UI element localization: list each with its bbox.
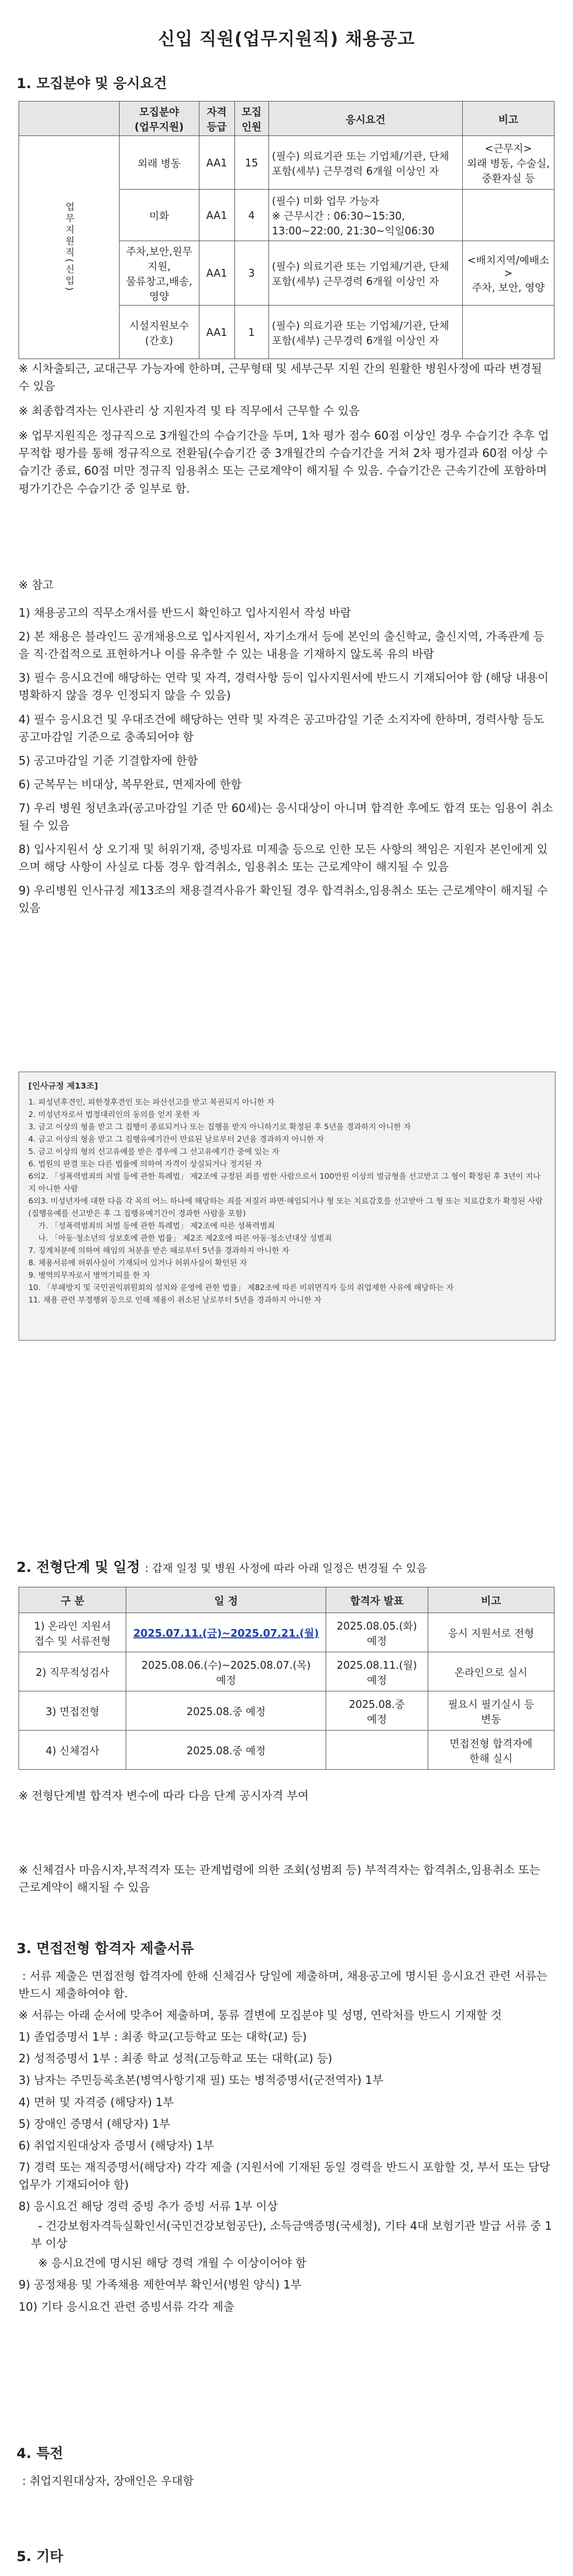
section-1-notes bbox=[19, 361, 554, 498]
hr-regulation-box bbox=[19, 1072, 555, 1341]
stage-cell: 2) 직무적성검사 bbox=[19, 1652, 126, 1691]
th-stage: 구 분 bbox=[19, 1587, 126, 1613]
row-note: <근무지> 외래 병동, 수술실, 중환자실 등 bbox=[462, 136, 554, 190]
remark-cell: 응시 지원서로 전형 bbox=[428, 1613, 554, 1652]
doc-line: 2) 성적증명서 1부 : 최종 학교 성적(고등학교 또는 대학(교) 등) bbox=[19, 2053, 332, 2066]
doc-line: 6) 취업지원대상자 증명서 (해당자) 1부 bbox=[19, 2139, 214, 2153]
section-2-notes bbox=[19, 1788, 554, 1897]
doc-line: 7) 경력 또는 재직증명서(해당자) 각각 제출 (지원서에 기재된 동일 경력을 반드시 포함할 것, 부서 또는 담당업무가 기재되어야 함) bbox=[19, 2161, 550, 2192]
section-4-body bbox=[19, 2473, 554, 2490]
row-grade: AA1 bbox=[199, 306, 234, 359]
row-count: 3 bbox=[234, 241, 268, 306]
row-requirement: (필수) 미화 업무 가능자 ※ 근무시간 : 06:30~15:30, 13:00~22:00, 21:30~익일06:30 bbox=[268, 190, 462, 241]
ref-heading: ※ 참고 bbox=[19, 579, 54, 592]
doc-line: ※ 서류는 아래 순서에 맞추어 제출하며, 통류 결변에 모집분야 및 성명, 연락처를 반드시 기재할 것 bbox=[19, 2009, 502, 2023]
row-requirement: (필수) 의료기관 또는 기업체/기관, 단체 포함(세부) 근무경력 6개월 이상인 자 bbox=[268, 241, 462, 306]
stage-cell: 4) 신체검사 bbox=[19, 1731, 126, 1770]
row-grade: AA1 bbox=[199, 190, 234, 241]
box-line: 5. 금고 이상의 형의 선고유예를 받은 경우에 그 선고유예기간 중에 있는 자 bbox=[28, 1146, 279, 1156]
box-line: 1. 피성년후견인, 피한정후견인 또는 파산선고를 받고 복권되지 아니한 자 bbox=[28, 1097, 275, 1107]
note-line: ※ 전형단계별 합격자 변수에 따라 다음 단계 공시자격 부여 bbox=[19, 1790, 309, 1803]
section-4-heading: 4. 특전 bbox=[16, 2446, 63, 2462]
remark-cell: 필요시 필기실시 등 변동 bbox=[428, 1691, 554, 1731]
doc-line: - 건강보험자격득실확인서(국민건강보험공단), 소득금액증명(국세청), 기타 4대 보험기관 발급 서류 중 1부 이상 bbox=[31, 2220, 552, 2251]
th-announce: 합격자 발표 bbox=[326, 1587, 428, 1613]
remark-cell: 온라인으로 실시 bbox=[428, 1652, 554, 1691]
box-line: 6의2. 「성폭력범죄의 처벌 등에 관한 특례법」 제2조에 규정된 죄를 범한 사람으로서 100만원 이상의 벌금형을 선고받고 그 형이 확정된 후 3년이 지나지 아니한 사람 bbox=[28, 1171, 541, 1193]
section-1-heading: 1. 모집분야 및 응시요건 bbox=[16, 76, 167, 92]
box-title: [인사규정 제13조] bbox=[28, 1081, 98, 1091]
doc-line: 3) 남자는 주민등록초본(병역사항기재 필) 또는 병적증명서(군전역자) 1부 bbox=[19, 2074, 383, 2088]
row-requirement: (필수) 의료기관 또는 기업체/기관, 단체 포함(세부) 근무경력 6개월 이상인 자 bbox=[268, 136, 462, 190]
box-line: 4. 금고 이상의 형을 받고 그 집행유예기간이 만료된 날로부터 2년을 경과하지 아니한 자 bbox=[28, 1134, 324, 1144]
row-count: 4 bbox=[234, 190, 268, 241]
row-count: 1 bbox=[234, 306, 268, 359]
ref-item: 1) 채용공고의 직무소개서를 반드시 확인하고 입사지원서 작성 바람 bbox=[19, 607, 351, 620]
doc-line: ※ 응시요건에 명시된 해당 경력 개월 수 이상이어야 함 bbox=[31, 2257, 307, 2270]
schedule-table bbox=[19, 1587, 554, 1770]
section-3-heading: 3. 면접전형 합격자 제출서류 bbox=[16, 1941, 194, 1957]
row-note: <배치지역/예배소> 주차, 보안, 영양 bbox=[462, 241, 554, 306]
doc-line: 10) 기타 응시요건 관련 증빙서류 각각 제출 bbox=[19, 2300, 234, 2314]
doc-line: 9) 공정채용 및 가족채용 제한여부 확인서(병원 양식) 1부 bbox=[19, 2279, 301, 2292]
box-line: 3. 금고 이상의 형을 받고 그 집행이 종료되거나 또는 집행을 받지 아니하기로 확정된 후 5년을 경과하지 아니한 자 bbox=[28, 1122, 411, 1131]
box-line: 6의3. 미성년자에 대한 다음 각 목의 어느 하나에 해당하는 죄를 저질러 파면·해임되거나 형 또는 치료감호를 선고받아 그 형 또는 치료감호가 확정된 사람(집행유예를 선고받은 후 그 집행유예기간이 경과한 사람을 포함) bbox=[28, 1196, 543, 1218]
schedule-cell-highlight: 2025.07.11.(금)~2025.07.21.(월) bbox=[126, 1613, 326, 1652]
ref-item: 4) 필수 응시요건 및 우대조건에 해당하는 연락 및 자격은 공고마감일 기준 소지자에 한하며, 경력사항 등도 공고마감일 기준으로 충족되어야 함 bbox=[19, 713, 548, 744]
box-line: 10. 「부패방지 및 국민권익위원회의 설치와 운영에 관한 법률」 제82조에 따른 비위면직자 등의 취업제한 사유에 해당하는 자 bbox=[28, 1282, 454, 1292]
ref-item: 7) 우리 병원 청년초과(공고마감일 기준 만 60세)는 응시대상이 아니며 합격한 후에도 합격 또는 임용이 취소될 수 있음 bbox=[19, 802, 553, 833]
section-2-heading bbox=[16, 1556, 427, 1576]
note-line: ※ 시차출퇴근, 교대근무 가능자에 한하며, 근무형태 및 세부근무 지원 간의 원활한 병원사정에 따라 변경될 수 있음 bbox=[19, 363, 546, 394]
announce-cell: 2025.08.11.(월) 예정 bbox=[326, 1652, 428, 1691]
th-count: 모집 인원 bbox=[234, 101, 268, 136]
schedule-cell: 2025.08.중 예정 bbox=[126, 1691, 326, 1731]
box-line: 9. 병역의무자로서 병역기피를 한 자 bbox=[28, 1270, 150, 1280]
schedule-cell: 2025.08.중 예정 bbox=[126, 1731, 326, 1770]
section-2-title: 2. 전형단계 및 일정 bbox=[16, 1560, 140, 1575]
section-3-body bbox=[19, 1968, 554, 2316]
box-line: 가. 「성폭력범죄의 처벌 등에 관한 특례법」 제2조에 따른 성폭력범죄 bbox=[28, 1221, 275, 1230]
box-line: 2. 미성년자로서 법정대리인의 동의를 얻지 못한 자 bbox=[28, 1109, 200, 1119]
th-schedule: 일 정 bbox=[126, 1587, 326, 1613]
row-grade: AA1 bbox=[199, 136, 234, 190]
row-note bbox=[462, 190, 554, 241]
page-title: 신입 직원(업무지원직) 채용공고 bbox=[158, 29, 415, 49]
doc-line: 1) 졸업증명서 1부 : 최종 학교(고등학교 또는 대학(교) 등) bbox=[19, 2031, 307, 2044]
row-field: 미화 bbox=[120, 190, 199, 241]
row-count: 15 bbox=[234, 136, 268, 190]
ref-item: 8) 입사지원서 상 오기재 및 허위기재, 증빙자료 미제출 등으로 인한 모든 사항의 책임은 지원자 본인에게 있으며 해당 사항이 사실로 다툼 경우 합격취소, 임용취소 또는 근로계약이 해지될 수 있음 bbox=[19, 843, 548, 874]
doc-line: 8) 응시요건 해당 경력 증빙 추가 증빙 서류 1부 이상 bbox=[19, 2200, 278, 2214]
ref-item: 2) 본 채용은 블라인드 공개채용으로 입사지원서, 자기소개서 등에 본인의 출신학교, 출신지역, 가족관계 등을 직·간접적으로 표현하거나 이를 유추할 수 있는 내용을 기재하지 않도록 유의 바람 bbox=[19, 631, 545, 662]
row-note bbox=[462, 306, 554, 359]
announce-cell: 2025.08.05.(화) 예정 bbox=[326, 1613, 428, 1652]
note-line: ※ 업무지원직은 정규직으로 3개월간의 수습기간을 두며, 1차 평가 점수 60점 이상인 경우 수습기간 추후 업무적합 평가를 통해 정규직으로 전환됨(수습기간 중 3개월간의 수습기간을 거쳐 2차 평가결과 60점 이상 수습기간 종료, 60점 미만 정규직 임용취소 또는 근로계약이 해지될 수 있음. 수습기간은 근속기간에 포함하며 평가기간은 수습기간 중 일부로 함. bbox=[19, 430, 551, 496]
row-field: 주차,보안,원무지원, 물류창고,배송,영양 bbox=[120, 241, 199, 306]
th-requirement: 응시요건 bbox=[268, 101, 462, 136]
schedule-cell: 2025.08.06.(수)~2025.08.07.(목) 예정 bbox=[126, 1652, 326, 1691]
doc-line: 4) 면허 및 자격증 (해당자) 1부 bbox=[19, 2096, 174, 2109]
row-field: 외래 병동 bbox=[120, 136, 199, 190]
benefit-line: : 취업지원대상자, 장애인은 우대함 bbox=[19, 2475, 194, 2488]
announce-cell: 2025.08.중 예정 bbox=[326, 1691, 428, 1731]
box-line: 8. 채용서류에 허위사실이 기재되어 있거나 허위사실이 확인된 자 bbox=[28, 1258, 247, 1267]
row-requirement: (필수) 의료기관 또는 기업체/기관, 단체 포함(세부) 근무경력 6개월 이상인 자 bbox=[268, 306, 462, 359]
th-remark: 비고 bbox=[428, 1587, 554, 1613]
row-grade: AA1 bbox=[199, 241, 234, 306]
ref-item: 5) 공고마감일 기준 기결합자에 한함 bbox=[19, 754, 198, 768]
section-2-subtitle: : 갑재 일정 및 병원 사정에 따라 아래 일정은 변경될 수 있음 bbox=[145, 1562, 427, 1574]
box-line: 나. 「아동·청소년의 성보호에 관한 법률」 제2조 제2호에 따른 아동·청소년대상 성범죄 bbox=[28, 1233, 332, 1243]
th-grade: 자격 등급 bbox=[199, 101, 234, 136]
box-line: 11. 채용 관련 부정행위 등으로 인해 채용이 취소된 날로부터 5년을 경과하지 아니한 자 bbox=[28, 1295, 322, 1304]
ref-item: 9) 우리병원 인사규정 제13조의 채용결격사유가 확인될 경우 합격취소,임용취소 또는 근로계약이 해지될 수 있음 bbox=[19, 885, 552, 916]
note-line: ※ 최종합격자는 인사관리 상 지원자격 및 타 직무에서 근무할 수 있음 bbox=[19, 405, 360, 418]
stage-cell: 3) 면접전형 bbox=[19, 1691, 126, 1731]
group-label: 업무지원직(신입) bbox=[19, 136, 120, 359]
box-line: 6. 법원의 판결 또는 다른 법률에 의하여 자격이 상실되거나 정지된 자 bbox=[28, 1159, 262, 1168]
remark-cell: 면접전형 합격자에 한해 실시 bbox=[428, 1731, 554, 1770]
th-field: 모집분야 (업무지원) bbox=[120, 101, 199, 136]
th-note: 비고 bbox=[462, 101, 554, 136]
reference-list bbox=[19, 577, 554, 918]
announce-cell bbox=[326, 1731, 428, 1770]
box-line: 7. 징계처분에 의하여 해임의 처분을 받은 때로부터 5년을 경과하지 아니한 자 bbox=[28, 1245, 290, 1255]
ref-item: 3) 필수 응시요건에 해당하는 연락 및 자격, 경력사항 등이 입사지원서에 반드시 기재되어야 함 (해당 내용이 명확하지 않을 경우 인정되지 않을 수 있음) bbox=[19, 672, 552, 703]
section-5-heading: 5. 기타 bbox=[16, 2549, 63, 2565]
stage-cell: 1) 온라인 지원서 접수 및 서류전형 bbox=[19, 1613, 126, 1652]
row-field: 시설지원보수 (간호) bbox=[120, 306, 199, 359]
recruitment-table bbox=[19, 101, 554, 359]
doc-line: : 서류 제출은 면접전형 합격자에 한해 신체검사 당일에 제출하며, 채용공고에 명시된 응시요건 관련 서류는 반드시 제출하여야 함. bbox=[19, 1970, 551, 2001]
note-line: ※ 신체검사 마음시자,부적격자 또는 관계법령에 의한 조회(성범죄 등) 부적격자는 합격취소,임용취소 또는 근로계약이 해지될 수 있음 bbox=[19, 1864, 544, 1895]
ref-item: 6) 군복무는 비대상, 복무완료, 면제자에 한함 bbox=[19, 778, 242, 791]
doc-line: 5) 장애인 증명서 (해당자) 1부 bbox=[19, 2117, 171, 2131]
th-group bbox=[19, 101, 120, 136]
